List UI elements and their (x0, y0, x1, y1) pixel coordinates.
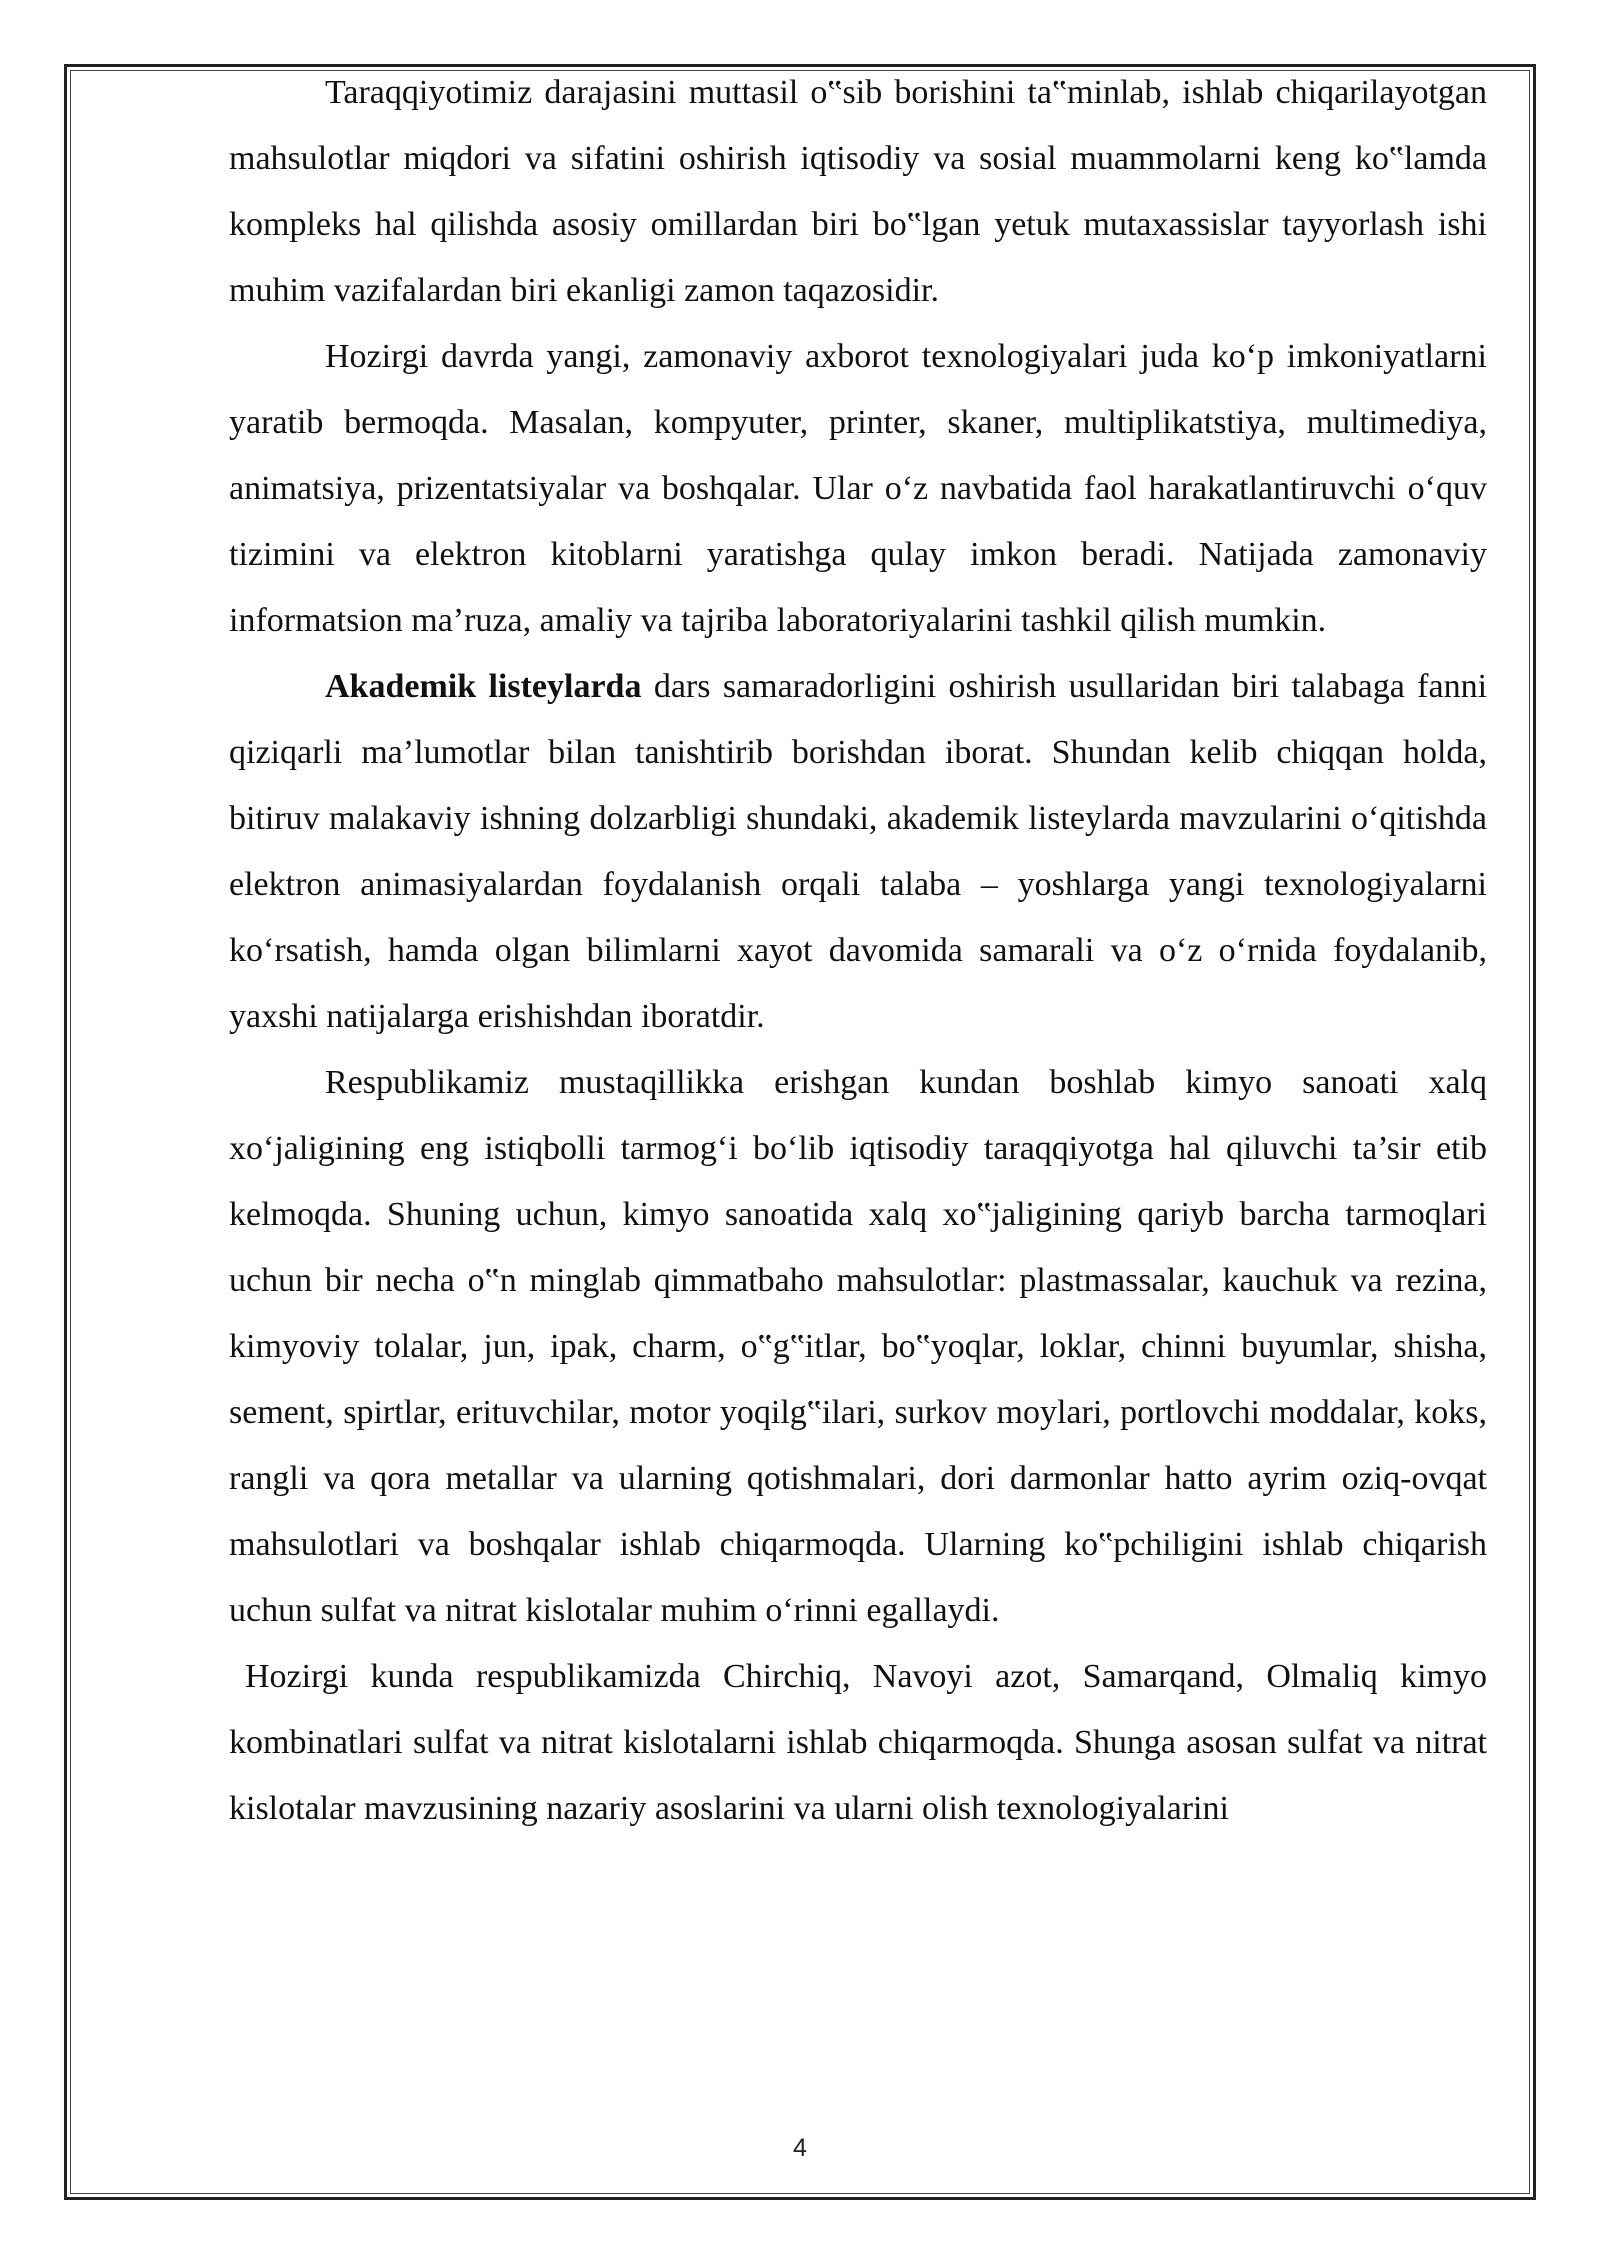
paragraph-1: Taraqqiyotimiz darajasini muttasil o‟sib borishini ta‟minlab, ishlab chiqarilayotgan mahsulotlar miqdori va sifatini oshirish iqtisodiy va sosial muammolarni keng ko‟lamda kompleks hal qilishda asosiy omillardan biri bo‟lgan yetuk mutaxassislar tayyorlash ishi muhim vazifalardan biri ekanligi zamon taqazosidir. (229, 74, 1487, 309)
paragraph-5: Hozirgi kunda respublikamizda Chirchiq, Navoyi azot, Samarqand, Olmaliq kimyo kombinatlari sulfat va nitrat kislotalarni ishlab chiqarmoqda. Shunga asosan sulfat va nitrat kislotalar mavzusining nazariy asoslarini va ularni olish texnologiyalarini (229, 1658, 1487, 1827)
document-body (229, 60, 1487, 1842)
paragraph-3-text: dars samaradorligini oshirish usullaridan biri talabaga fanni qiziqarli ma’lumotlar bilan tanishtirib borishdan iborat. Shundan kelib chiqqan holda, bitiruv malakaviy ishning dolzarbligi shundaki, akademik listeylarda mavzularini o‘qitishda elektron animasiyalardan foydalanish orqali talaba – yoshlarga yangi texnologiyalarni ko‘rsatish, hamda olgan bilimlarni xayot davomida samarali va o‘z o‘rnida foydalanib, yaxshi natijalarga erishishdan iboratdir. (229, 668, 1488, 1035)
paragraph-4: Respublikamiz mustaqillikka erishgan kundan boshlab kimyo sanoati xalq xo‘jaligining eng istiqbolli tarmog‘i bo‘lib iqtisodiy taraqqiyotga hal qiluvchi ta’sir etib kelmoqda. Shuning uchun, kimyo sanoatida xalq xo‟jaligining qariyb barcha tarmoqlari uchun bir necha o‟n minglab qimmatbaho mahsulotlar: plastmassalar, kauchuk va rezina, kimyoviy tolalar, jun, ipak, charm, o‟g‟itlar, bo‟yoqlar, loklar, chinni buyumlar, shisha, sement, spirtlar, erituvchilar, motor yoqilg‟ilari, surkov moylari, portlovchi moddalar, koks, rangli va qora metallar va ularning qotishmalari, dori darmonlar hatto ayrim oziq-ovqat mahsulotlari va boshqalar ishlab chiqarmoqda. Ularning ko‟pchiligini ishlab chiqarish uchun sulfat va nitrat kislotalar muhim o‘rinni egallaydi. (229, 1064, 1487, 1629)
page-number: 4 (793, 2134, 807, 2162)
paragraph-3 (229, 654, 1487, 1050)
paragraph-2: Hozirgi davrda yangi, zamonaviy axborot texnologiyalari juda ko‘p imkoniyatlarni yaratib bermoqda. Masalan, kompyuter, printer, skaner, multiplikatstiya, multimediya, animatsiya, prizentatsiyalar va boshqalar. Ular o‘z navbatida faol harakatlantiruvchi o‘quv tizimini va elektron kitoblarni yaratishga qulay imkon beradi. Natijada zamonaviy informatsion ma’ruza, amaliy va tajriba laboratoriyalarini tashkil qilish mumkin. (229, 338, 1487, 639)
paragraph-3-bold-lead: Akademik listeylarda (325, 668, 642, 705)
